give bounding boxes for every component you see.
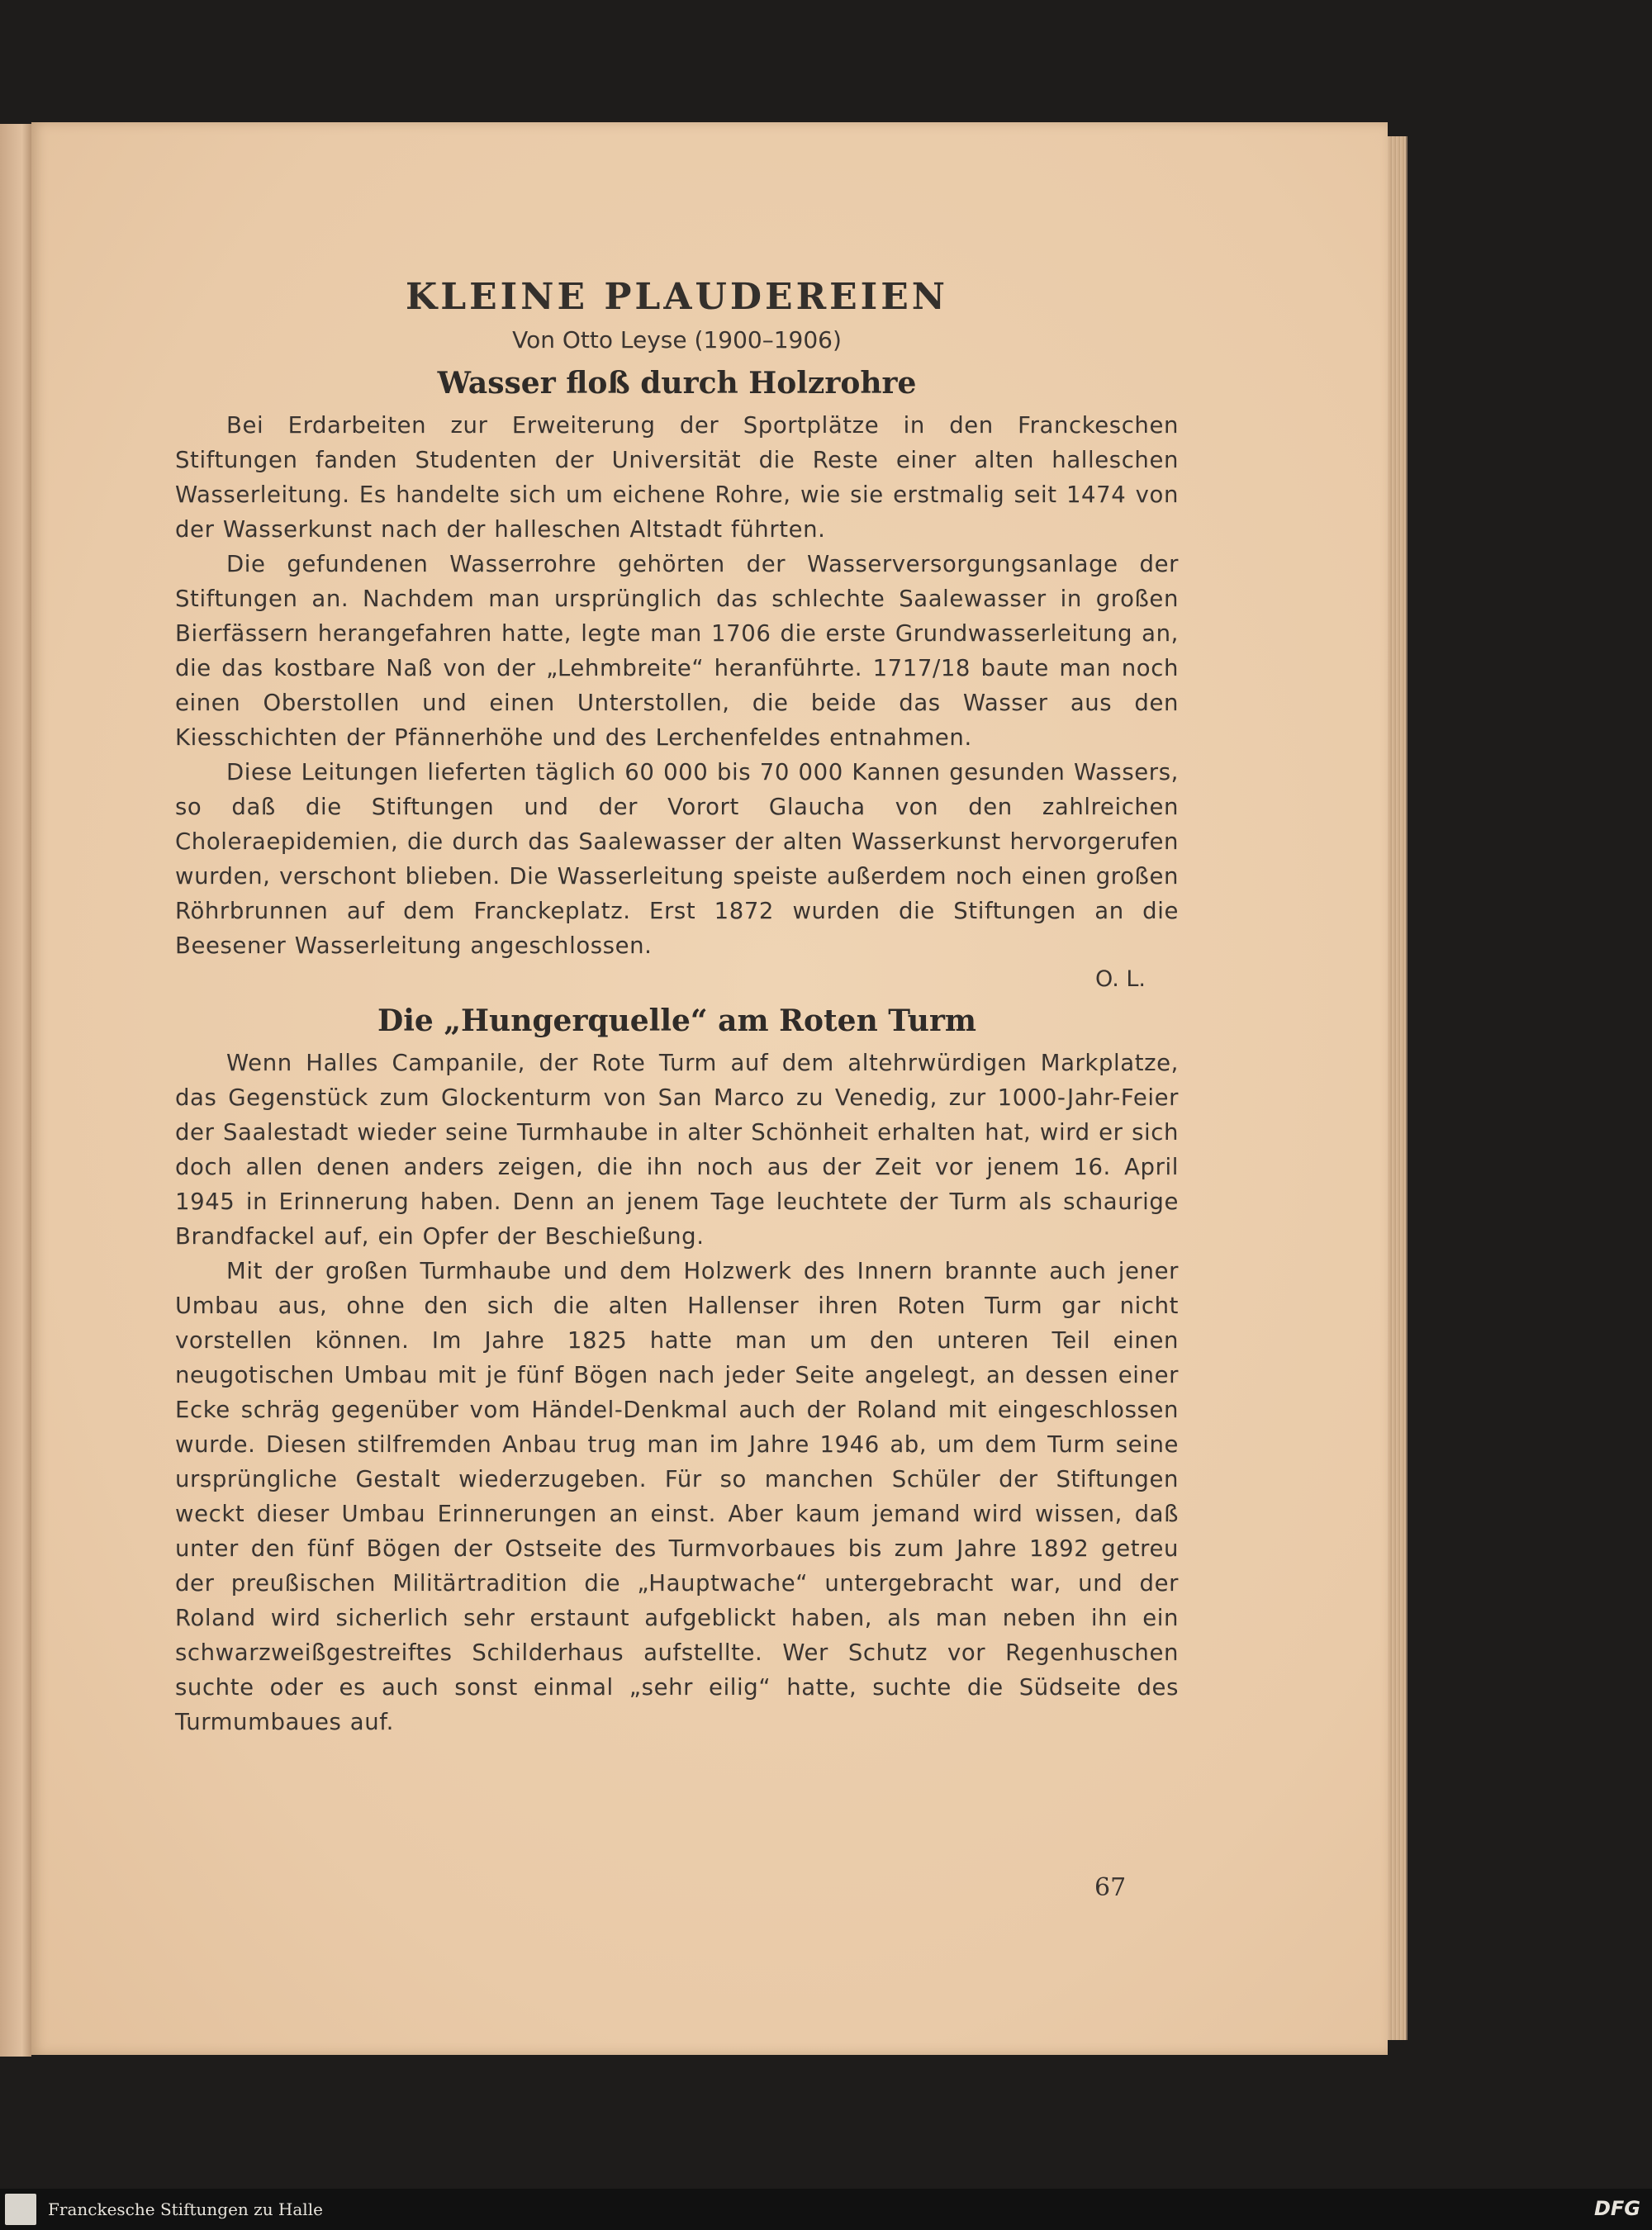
- left-page-edge: [0, 124, 31, 2057]
- paragraph: Wenn Halles Campanile, der Rote Turm auf dem altehrwürdigen Markplatze, das Gegenstück zum Glockenturm von San Marco zu Venedig, zur 1000-Jahr-Feier der Saalestadt wieder seine Turmhaube in alter Schönheit erhalten hat, wird er sich doch allen denen anders zeigen, die ihn noch aus der Zeit vor jenem 16. April 1945 in Erinnerung haben. Denn an jenem Tage leuchtete der Turm als schaurige Brandfackel auf, ein Opfer der Beschießung.: [175, 1050, 1179, 1250]
- section-heading: Die „Hungerquelle“ am Roten Turm: [377, 1004, 977, 1038]
- paragraph: Bei Erdarbeiten zur Erweiterung der Sportplätze in den Franckeschen Stiftungen fanden Studenten der Universität die Reste einer alten halleschen Wasserleitung. Es handelte sich um eichene Rohre, wie sie erstmalig seit 1474 von der Wasserkunst nach der halleschen Altstadt führten.: [175, 412, 1179, 543]
- page-stack-edge: [1388, 136, 1408, 2040]
- institution-logo-icon: [5, 2194, 36, 2225]
- institution-name[interactable]: Franckesche Stiftungen zu Halle: [48, 2199, 323, 2219]
- section-heading: Wasser floß durch Holzrohre: [437, 366, 917, 401]
- article-byline: Von Otto Leyse (1900–1906): [512, 326, 842, 353]
- paragraph: Mit der großen Turmhaube und dem Holzwerk des Innern brannte auch jener Umbau aus, ohne den sich die alten Hallenser ihren Roten Turm gar nicht vorstellen können. Im Jahre 1825 hatte man um den unteren Teil einen neugotischen Umbau mit je fünf Bögen nach jeder Seite angelegt, an dessen einer Ecke schräg gegenüber vom Händel-Denkmal auch der Roland mit eingeschlossen wurde. Diesen stilfremden Anbau trug man im Jahre 1946 ab, um dem Turm seine ursprüngliche Gestalt wiederzugeben. Für so manchen Schüler der Stiftungen weckt dieser Umbau Erinnerungen an einst. Aber kaum jemand wird wissen, daß unter den fünf Bögen der Ostseite des Turmvorbaues bis zum Jahre 1892 getreu der preußischen Militärtradition die „Hauptwache“ untergebracht war, und der Roland wird sicherlich sehr erstaunt aufgeblickt haben, als man neben ihn ein schwarzweißgestreiftes Schilderhaus aufstellte. Wer Schutz vor Regenhuschen suchte oder es auch sonst einmal „sehr eilig“ hatte, suchte die Südseite des Turmumbaues auf.: [175, 1258, 1179, 1735]
- viewer-footer: [0, 2189, 1652, 2230]
- section-wasser: [175, 358, 1179, 996]
- article: [175, 273, 1179, 1739]
- paragraph: Diese Leitungen lieferten täglich 60 000 bis 70 000 Kannen gesunden Wassers, so daß die Stiftungen und der Vorort Glaucha von den zahlreichen Choleraepidemien, die durch das Saalewasser der alten Wasserkunst hervorgerufen wurden, verschont blieben. Die Wasserleitung speiste außerdem noch einen großen Röhrbrunnen auf dem Franckeplatz. Erst 1872 wurden die Stiftungen an die Beesener Wasserleitung angeschlossen.: [175, 759, 1179, 959]
- dfg-logo[interactable]: DFG: [1593, 2197, 1640, 2220]
- section-hungerquelle: [175, 996, 1179, 1739]
- author-initials: O. L.: [1095, 966, 1146, 992]
- article-title: KLEINE PLAUDEREIEN: [405, 276, 949, 318]
- page-number: 67: [1094, 1873, 1127, 1902]
- paragraph: Die gefundenen Wasserrohre gehörten der Wasserversorgungsanlage der Stiftungen an. Nachdem man ursprünglich das schlechte Saalewasser in großen Bierfässern herangefahren hatte, legte man 1706 die erste Grundwasserleitung an, die das kostbare Naß von der „Lehmbreite“ heranführte. 1717/18 baute man noch einen Oberstollen und einen Unterstollen, die beide das Wasser aus den Kiesschichten der Pfännerhöhe und des Lerchenfeldes entnahmen.: [175, 551, 1179, 751]
